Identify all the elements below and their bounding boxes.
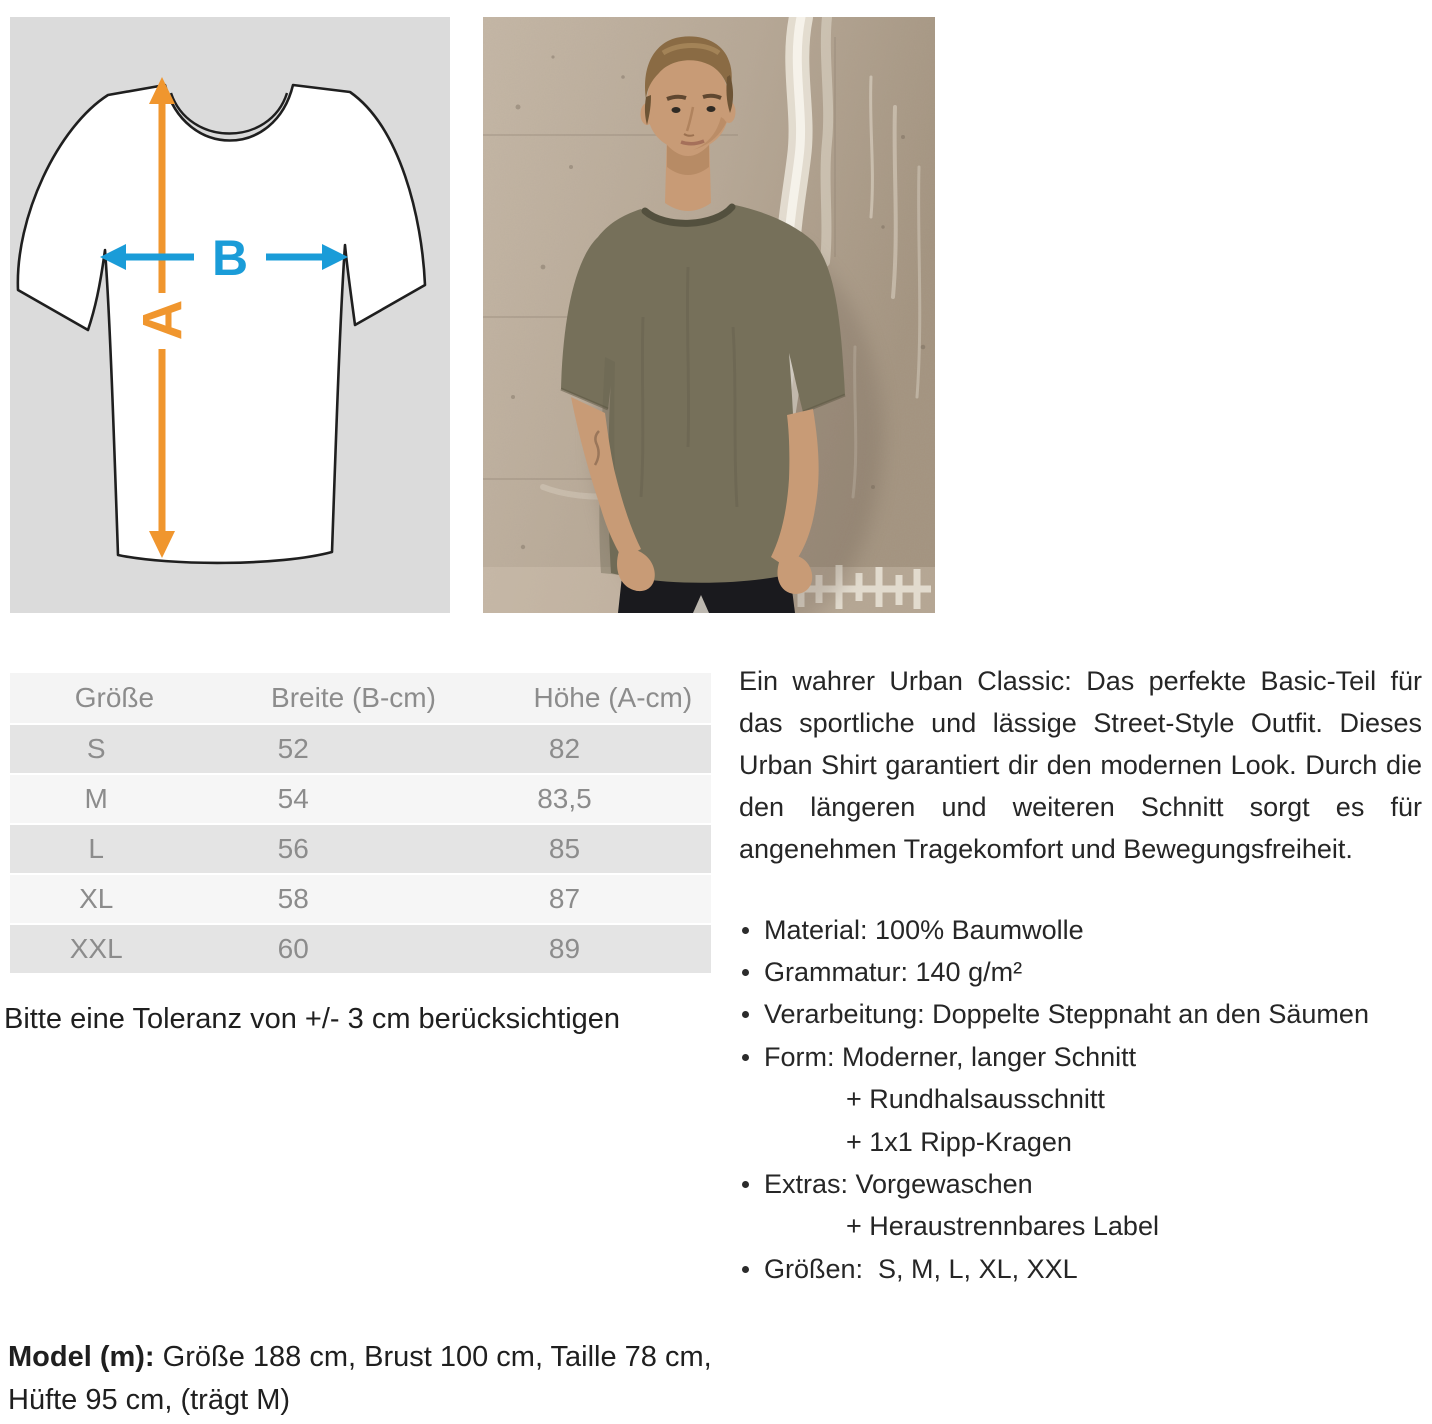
size-table — [10, 673, 711, 975]
column-header-breite: Breite (B-cm) — [271, 682, 436, 713]
table-cell: XXL — [69, 933, 123, 964]
table-cell: 82 — [548, 733, 581, 764]
feature-item — [739, 1248, 1422, 1290]
feature-item — [739, 951, 1422, 993]
feature-text: + Heraustrennbares Label — [846, 1211, 1159, 1242]
size-diagram-panel — [10, 17, 450, 613]
feature-item — [739, 1036, 1422, 1078]
model-info-text: Größe 188 cm, Brust 100 cm, Taille 78 cm, Hüfte 95 cm, (trägt M) — [8, 1341, 712, 1416]
model-photo-illustration — [483, 17, 935, 613]
label-a: A — [130, 299, 194, 341]
feature-item — [739, 994, 1422, 1036]
table-cell: 89 — [548, 933, 581, 964]
tshirt-outline — [18, 85, 425, 563]
feature-text: Größen: S, M, L, XL, XXL — [764, 1253, 1078, 1284]
table-cell: 52 — [277, 733, 309, 764]
table-cell: 83,5 — [537, 783, 592, 814]
feature-continuation — [739, 1079, 1422, 1121]
model-info-label: Model (m): — [8, 1341, 155, 1373]
table-cell: 60 — [277, 933, 309, 964]
bullet-dot — [742, 1054, 749, 1061]
feature-text: Extras: Vorgewaschen — [764, 1169, 1033, 1200]
bullet-dot — [742, 1181, 749, 1188]
column-header-hoehe: Höhe (A-cm) — [533, 682, 693, 713]
model-photo — [483, 17, 935, 613]
feature-text: Material: 100% Baumwolle — [764, 914, 1084, 945]
tshirt-measurement-diagram — [10, 17, 450, 613]
label-b: B — [211, 230, 249, 286]
feature-text: Form: Moderner, langer Schnitt — [764, 1041, 1137, 1072]
feature-text: + Rundhalsausschnitt — [846, 1084, 1105, 1115]
bullet-dot — [742, 969, 749, 976]
table-cell: 58 — [277, 883, 309, 914]
table-cell: XL — [79, 883, 114, 914]
size-table-body — [10, 725, 711, 973]
table-row — [10, 875, 711, 923]
feature-item — [739, 1163, 1422, 1205]
feature-text: + 1x1 Ripp-Kragen — [846, 1126, 1072, 1157]
bullet-dot — [742, 927, 749, 934]
product-description — [739, 660, 1422, 1291]
table-cell: 56 — [277, 833, 309, 864]
face — [647, 59, 729, 152]
column-header-groesse: Größe — [74, 682, 155, 713]
feature-text: Verarbeitung: Doppelte Steppnaht an den Säumen — [764, 999, 1369, 1030]
feature-list — [739, 909, 1422, 1291]
tolerance-note: Bitte eine Toleranz von +/- 3 cm berücksichtigen — [4, 1003, 621, 1035]
table-cell: M — [84, 783, 108, 814]
description-paragraph: Ein wahrer Urban Classic: Das perfekte Basic-Teil für das sportliche und lässige Street-Style Outfit. Dieses Urban Shirt garantiert dir den modernen Look. Durch die den längeren und weiteren Schnitt sorgt es für angenehmen Tragekomfort und Bewegungsfreiheit. — [739, 666, 1422, 864]
table-cell: 54 — [277, 783, 309, 814]
bullet-dot — [742, 1011, 749, 1018]
table-cell: 85 — [548, 833, 581, 864]
feature-item — [739, 909, 1422, 951]
size-table-header-row — [10, 673, 711, 723]
feature-continuation — [739, 1206, 1422, 1248]
table-row — [10, 825, 711, 873]
table-row — [10, 725, 711, 773]
table-cell: L — [88, 833, 105, 864]
table-cell: S — [86, 733, 106, 764]
bullet-dot — [742, 1266, 749, 1273]
table-row — [10, 775, 711, 823]
feature-text: Grammatur: 140 g/m² — [764, 957, 1023, 988]
feature-continuation — [739, 1121, 1422, 1163]
table-row — [10, 925, 711, 973]
table-cell: 87 — [548, 883, 581, 914]
model-info — [8, 1336, 728, 1422]
